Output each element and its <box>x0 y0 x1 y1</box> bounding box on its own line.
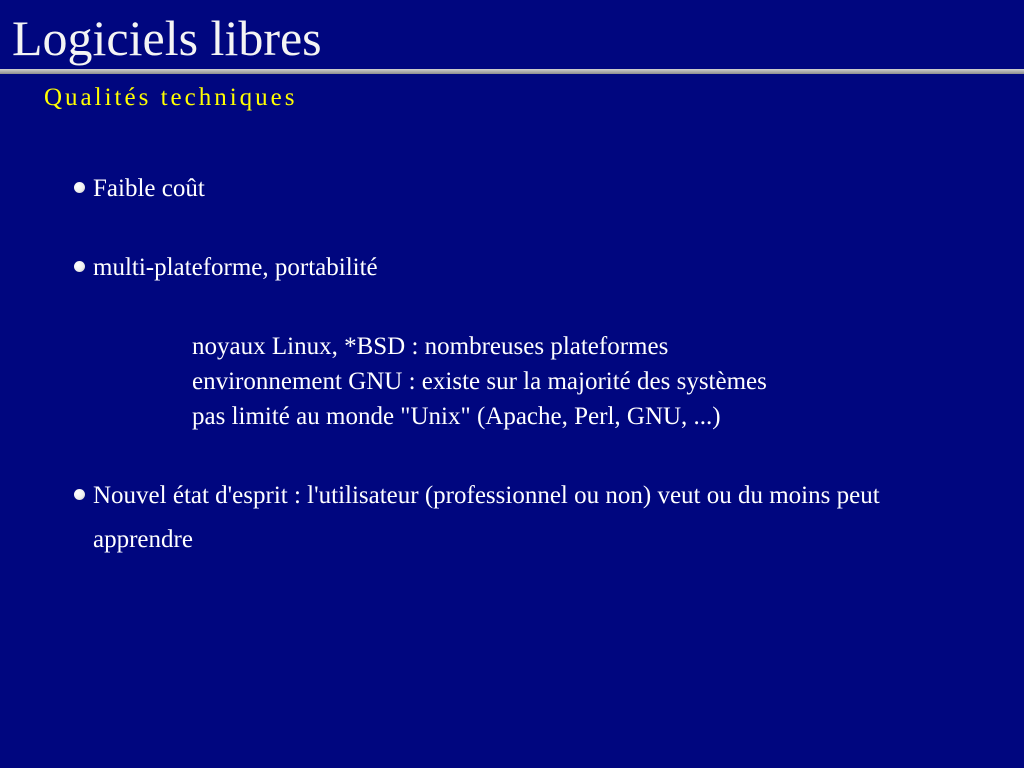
sub-item: pas limité au monde "Unix" (Apache, Perl, GNU, ...) <box>192 403 721 430</box>
bullet-dot-icon <box>74 182 85 193</box>
bullet-item-faible-cout <box>72 167 932 211</box>
sub-item: noyaux Linux, *BSD : nombreuses plateformes <box>192 333 669 360</box>
bullet-text: Nouvel état d'esprit : l'utilisateur (professionnel ou non) veut ou du moins peut apprendre <box>93 482 880 553</box>
title-divider <box>0 69 1024 74</box>
bullet-item-multi-plateforme <box>72 246 932 290</box>
slide-subtitle: Qualités techniques <box>44 84 298 111</box>
bullet-text: Faible coût <box>93 175 205 202</box>
sub-item-list <box>192 329 972 434</box>
bullet-text: multi-plateforme, portabilité <box>93 254 378 281</box>
bullet-dot-icon <box>74 261 85 272</box>
sub-item: environnement GNU : existe sur la majorité des systèmes <box>192 368 767 395</box>
slide-title: Logiciels libres <box>12 10 322 66</box>
bullet-dot-icon <box>74 489 85 500</box>
bullet-item-etat-esprit <box>72 474 932 562</box>
